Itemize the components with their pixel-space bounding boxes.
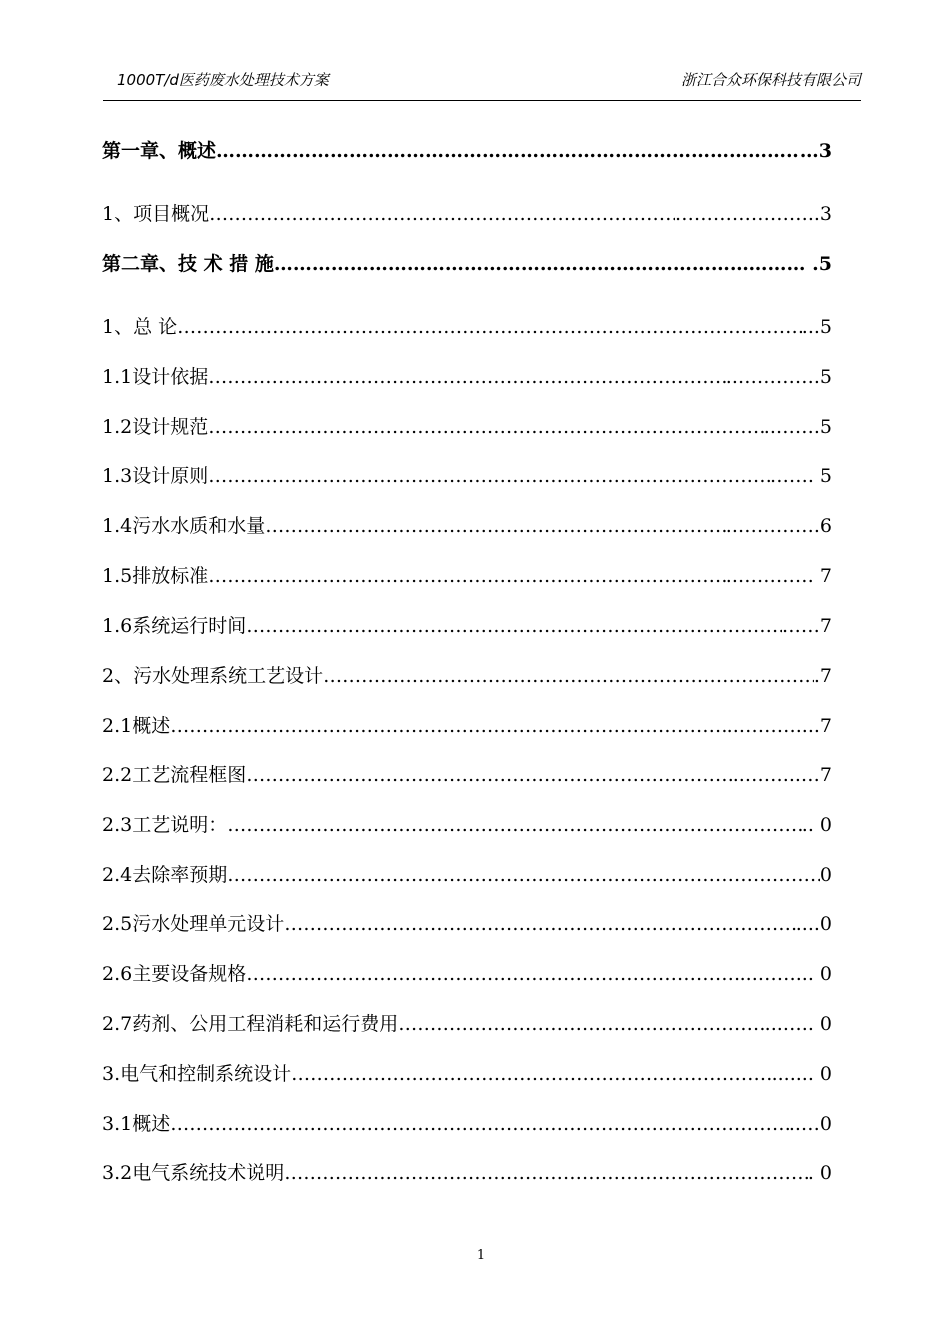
page-number: 1: [476, 1248, 486, 1263]
toc-entry-page: ..………….5: [725, 366, 832, 388]
toc-entry[interactable]: [102, 760, 832, 790]
toc-entry[interactable]: [102, 362, 832, 392]
toc-entry-title: 第一章、概述: [102, 140, 217, 162]
toc-entry-page: .. 0: [801, 814, 832, 836]
toc-leader-dots: [177, 312, 802, 342]
toc-entry-title: 3.2电气系统技术说明: [102, 1162, 285, 1184]
company-name: 浙江合众环保科技有限公司: [680, 71, 861, 89]
toc-entry-title: 2.1概述: [102, 715, 171, 737]
toc-entry[interactable]: [102, 1109, 832, 1139]
toc-leader-dots: [209, 199, 675, 229]
toc-entry-title: 2.6主要设备规格: [102, 963, 247, 985]
page-header: [103, 66, 861, 101]
toc-entry[interactable]: [102, 136, 832, 166]
toc-leader-dots: [398, 1009, 764, 1039]
toc-entry[interactable]: [102, 312, 832, 342]
toc-entry-page: ..……...…7: [732, 764, 832, 786]
toc-leader-dots: [208, 412, 764, 442]
toc-entry-page: ..………….6: [725, 515, 832, 537]
toc-entry-title: 1、项目概况: [102, 203, 210, 225]
toc-entry[interactable]: [102, 860, 832, 890]
toc-entry-title: 2.2工艺流程框图: [102, 764, 247, 786]
toc-entry[interactable]: [102, 810, 832, 840]
toc-entry[interactable]: [102, 611, 832, 641]
toc-entry-page: ...….. 0: [764, 1013, 832, 1035]
toc-entry[interactable]: [102, 661, 832, 691]
toc-leader-dots: [284, 909, 796, 939]
toc-entry-page: ....... 0: [771, 1063, 832, 1085]
toc-entry[interactable]: [102, 249, 832, 279]
toc-entry-title: 3.电气和控制系统设计: [102, 1063, 292, 1085]
toc-entry-page: ...……... 0: [739, 963, 832, 985]
toc-entry[interactable]: [102, 959, 832, 989]
toc-entry-title: 第二章、技 术 措 施: [102, 253, 274, 275]
toc-leader-dots: [227, 810, 802, 840]
toc-entry-title: 1、总 论: [102, 316, 178, 338]
toc-entry-page: ……. 5: [769, 465, 832, 487]
toc-entry[interactable]: [102, 561, 832, 591]
toc-entry-page: ..…….5: [763, 416, 832, 438]
toc-entry-page: ...5: [801, 316, 832, 338]
toc-leader-dots: [216, 136, 800, 166]
toc-entry-page: …3: [799, 140, 832, 162]
toc-entry[interactable]: [102, 1009, 832, 1039]
toc-entry-page: ..………… 7: [725, 565, 832, 587]
toc-leader-dots: [246, 959, 739, 989]
toc-entry[interactable]: [102, 461, 832, 491]
toc-entry[interactable]: [102, 909, 832, 939]
toc-entry-page: 0: [819, 864, 832, 886]
toc-leader-dots: [208, 461, 770, 491]
toc-entry-page: . 0: [807, 1162, 832, 1184]
toc-entry-page: …………………..3: [674, 203, 832, 225]
toc-entry-title: 2.5污水处理单元设计: [102, 913, 285, 935]
toc-entry-page: ……… .5: [748, 253, 832, 275]
toc-entry[interactable]: [102, 511, 832, 541]
toc-entry[interactable]: [102, 1158, 832, 1188]
toc-leader-dots: [170, 1109, 789, 1139]
toc-entry-title: 1.1设计依据: [102, 366, 209, 388]
document-title: 1000T/d医药废水处理技术方案: [117, 71, 329, 89]
toc-leader-dots: [208, 561, 726, 591]
toc-leader-dots: [246, 760, 732, 790]
toc-entry-title: 1.5排放标准: [102, 565, 209, 587]
toc-entry-page: ……7: [781, 615, 832, 637]
toc-entry-title: 2.7药剂、公用工程消耗和运行费用: [102, 1013, 399, 1035]
toc-entry[interactable]: [102, 1059, 832, 1089]
toc-entry-page: ..………....7: [726, 715, 832, 737]
toc-entry-title: 2、污水处理系统工艺设计: [102, 665, 324, 687]
toc-leader-dots: [227, 860, 820, 890]
toc-leader-dots: [284, 1158, 808, 1188]
toc-entry[interactable]: [102, 412, 832, 442]
toc-entry-page: ..…0: [788, 1113, 832, 1135]
toc-leader-dots: [208, 362, 726, 392]
toc-entry-title: 2.4去除率预期: [102, 864, 228, 886]
toc-entry-title: 1.4污水水质和水量: [102, 515, 266, 537]
toc-entry-page: ....0: [795, 913, 832, 935]
toc-entry-title: 3.1概述: [102, 1113, 171, 1135]
toc-entry-title: 1.6系统运行时间: [102, 615, 247, 637]
toc-leader-dots: [265, 511, 726, 541]
toc-entry-title: 1.3设计原则: [102, 465, 209, 487]
toc-leader-dots: [274, 249, 749, 279]
toc-entry-title: 1.2设计规范: [102, 416, 209, 438]
toc-entry[interactable]: [102, 711, 832, 741]
toc-leader-dots: [246, 611, 782, 641]
toc-leader-dots: [291, 1059, 771, 1089]
toc-entry-title: 2.3工艺说明：: [102, 814, 228, 836]
toc-leader-dots: [323, 661, 814, 691]
toc-leader-dots: [170, 711, 726, 741]
toc-entry-page: .7: [813, 665, 832, 687]
toc-entry[interactable]: [102, 199, 832, 229]
